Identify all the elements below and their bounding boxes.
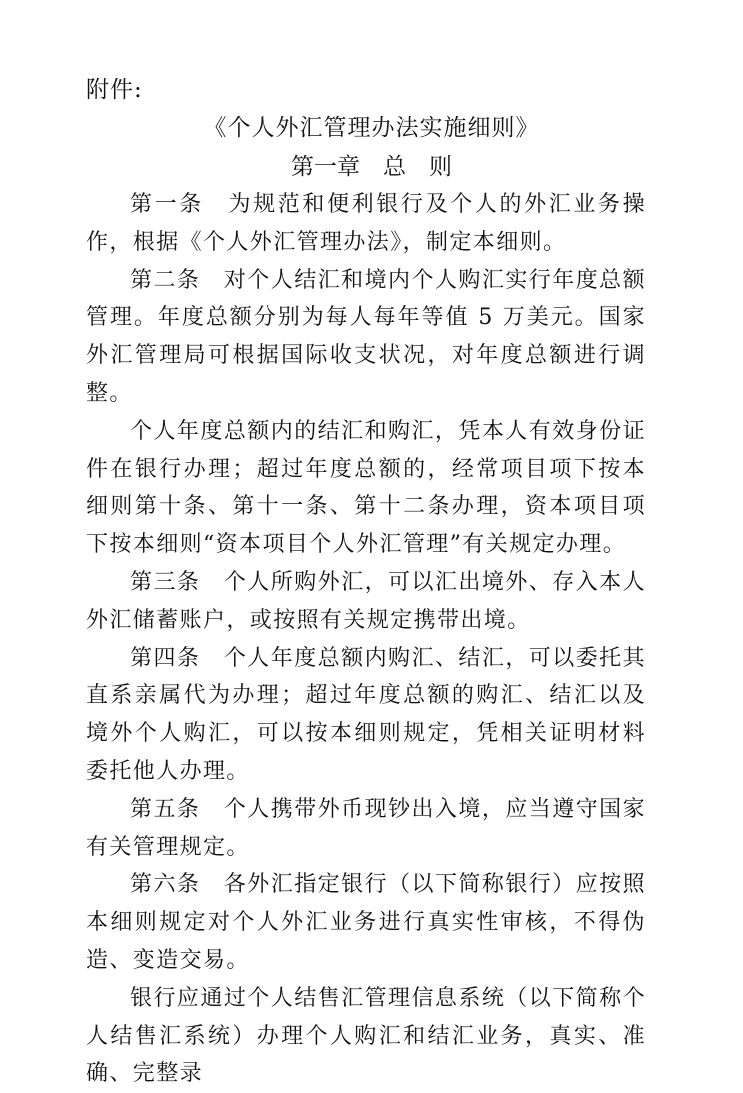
article-text: 个人年度总额内购汇、结汇，可以委托其直系亲属代为办理；超过年度总额的购汇、结汇以及境外个人购汇，可以按本细则规定，凭相关证明材料委托他人办理。 [86, 645, 647, 784]
article-text: 各外汇指定银行（以下简称银行）应按照本细则规定对个人外汇业务进行真实性审核，不得伪造、变造交易。 [86, 872, 647, 973]
article-4 [86, 640, 646, 791]
attachment-label: 附件: [86, 77, 143, 103]
article-5 [86, 791, 646, 867]
article-3 [86, 564, 646, 640]
article-number: 第一条 [130, 192, 204, 217]
article-text: 对个人结汇和境内个人购汇实行年度总额管理。年度总额分别为每人每年等值 5 万美元。国家外汇管理局可根据国际收支状况，对年度总额进行调整。 [86, 267, 647, 406]
article-number: 第三条 [130, 569, 201, 595]
paragraph-text: 个人年度总额内的结汇和购汇，凭本人有效身份证件在银行办理；超过年度总额的，经常项目项下按本细则第十条、第十一条、第十二条办理，资本项目项下按本细则“资本项目个人外汇管理”有关规定办理。 [86, 418, 646, 558]
article-text: 个人携带外币现钞出入境，应当遵守国家有关管理规定。 [86, 796, 647, 860]
article-number: 第五条 [130, 796, 201, 822]
article-number: 第四条 [130, 645, 201, 671]
article-number: 第二条 [130, 267, 201, 293]
article-6-paragraph-2 [86, 980, 646, 1093]
document-title: 《个人外汇管理办法实施细则》 [203, 115, 540, 141]
article-2 [86, 262, 646, 413]
chapter-heading: 第一章 总 则 [291, 154, 452, 180]
article-6 [86, 866, 646, 979]
article-1 [86, 186, 646, 262]
document-body [86, 186, 646, 1093]
article-text: 为规范和便利银行及个人的外汇业务操作，根据《个人外汇管理办法》，制定本细则。 [86, 192, 646, 255]
article-text: 个人所购外汇，可以汇出境外、存入本人外汇储蓄账户，或按照有关规定携带出境。 [86, 569, 647, 633]
paragraph-text: 银行应通过个人结售汇管理信息系统（以下简称个人结售汇系统）办理个人购汇和结汇业务，真实、准确、完整录 [86, 985, 646, 1087]
article-number: 第六条 [130, 872, 201, 898]
article-2-paragraph-2 [86, 413, 646, 564]
